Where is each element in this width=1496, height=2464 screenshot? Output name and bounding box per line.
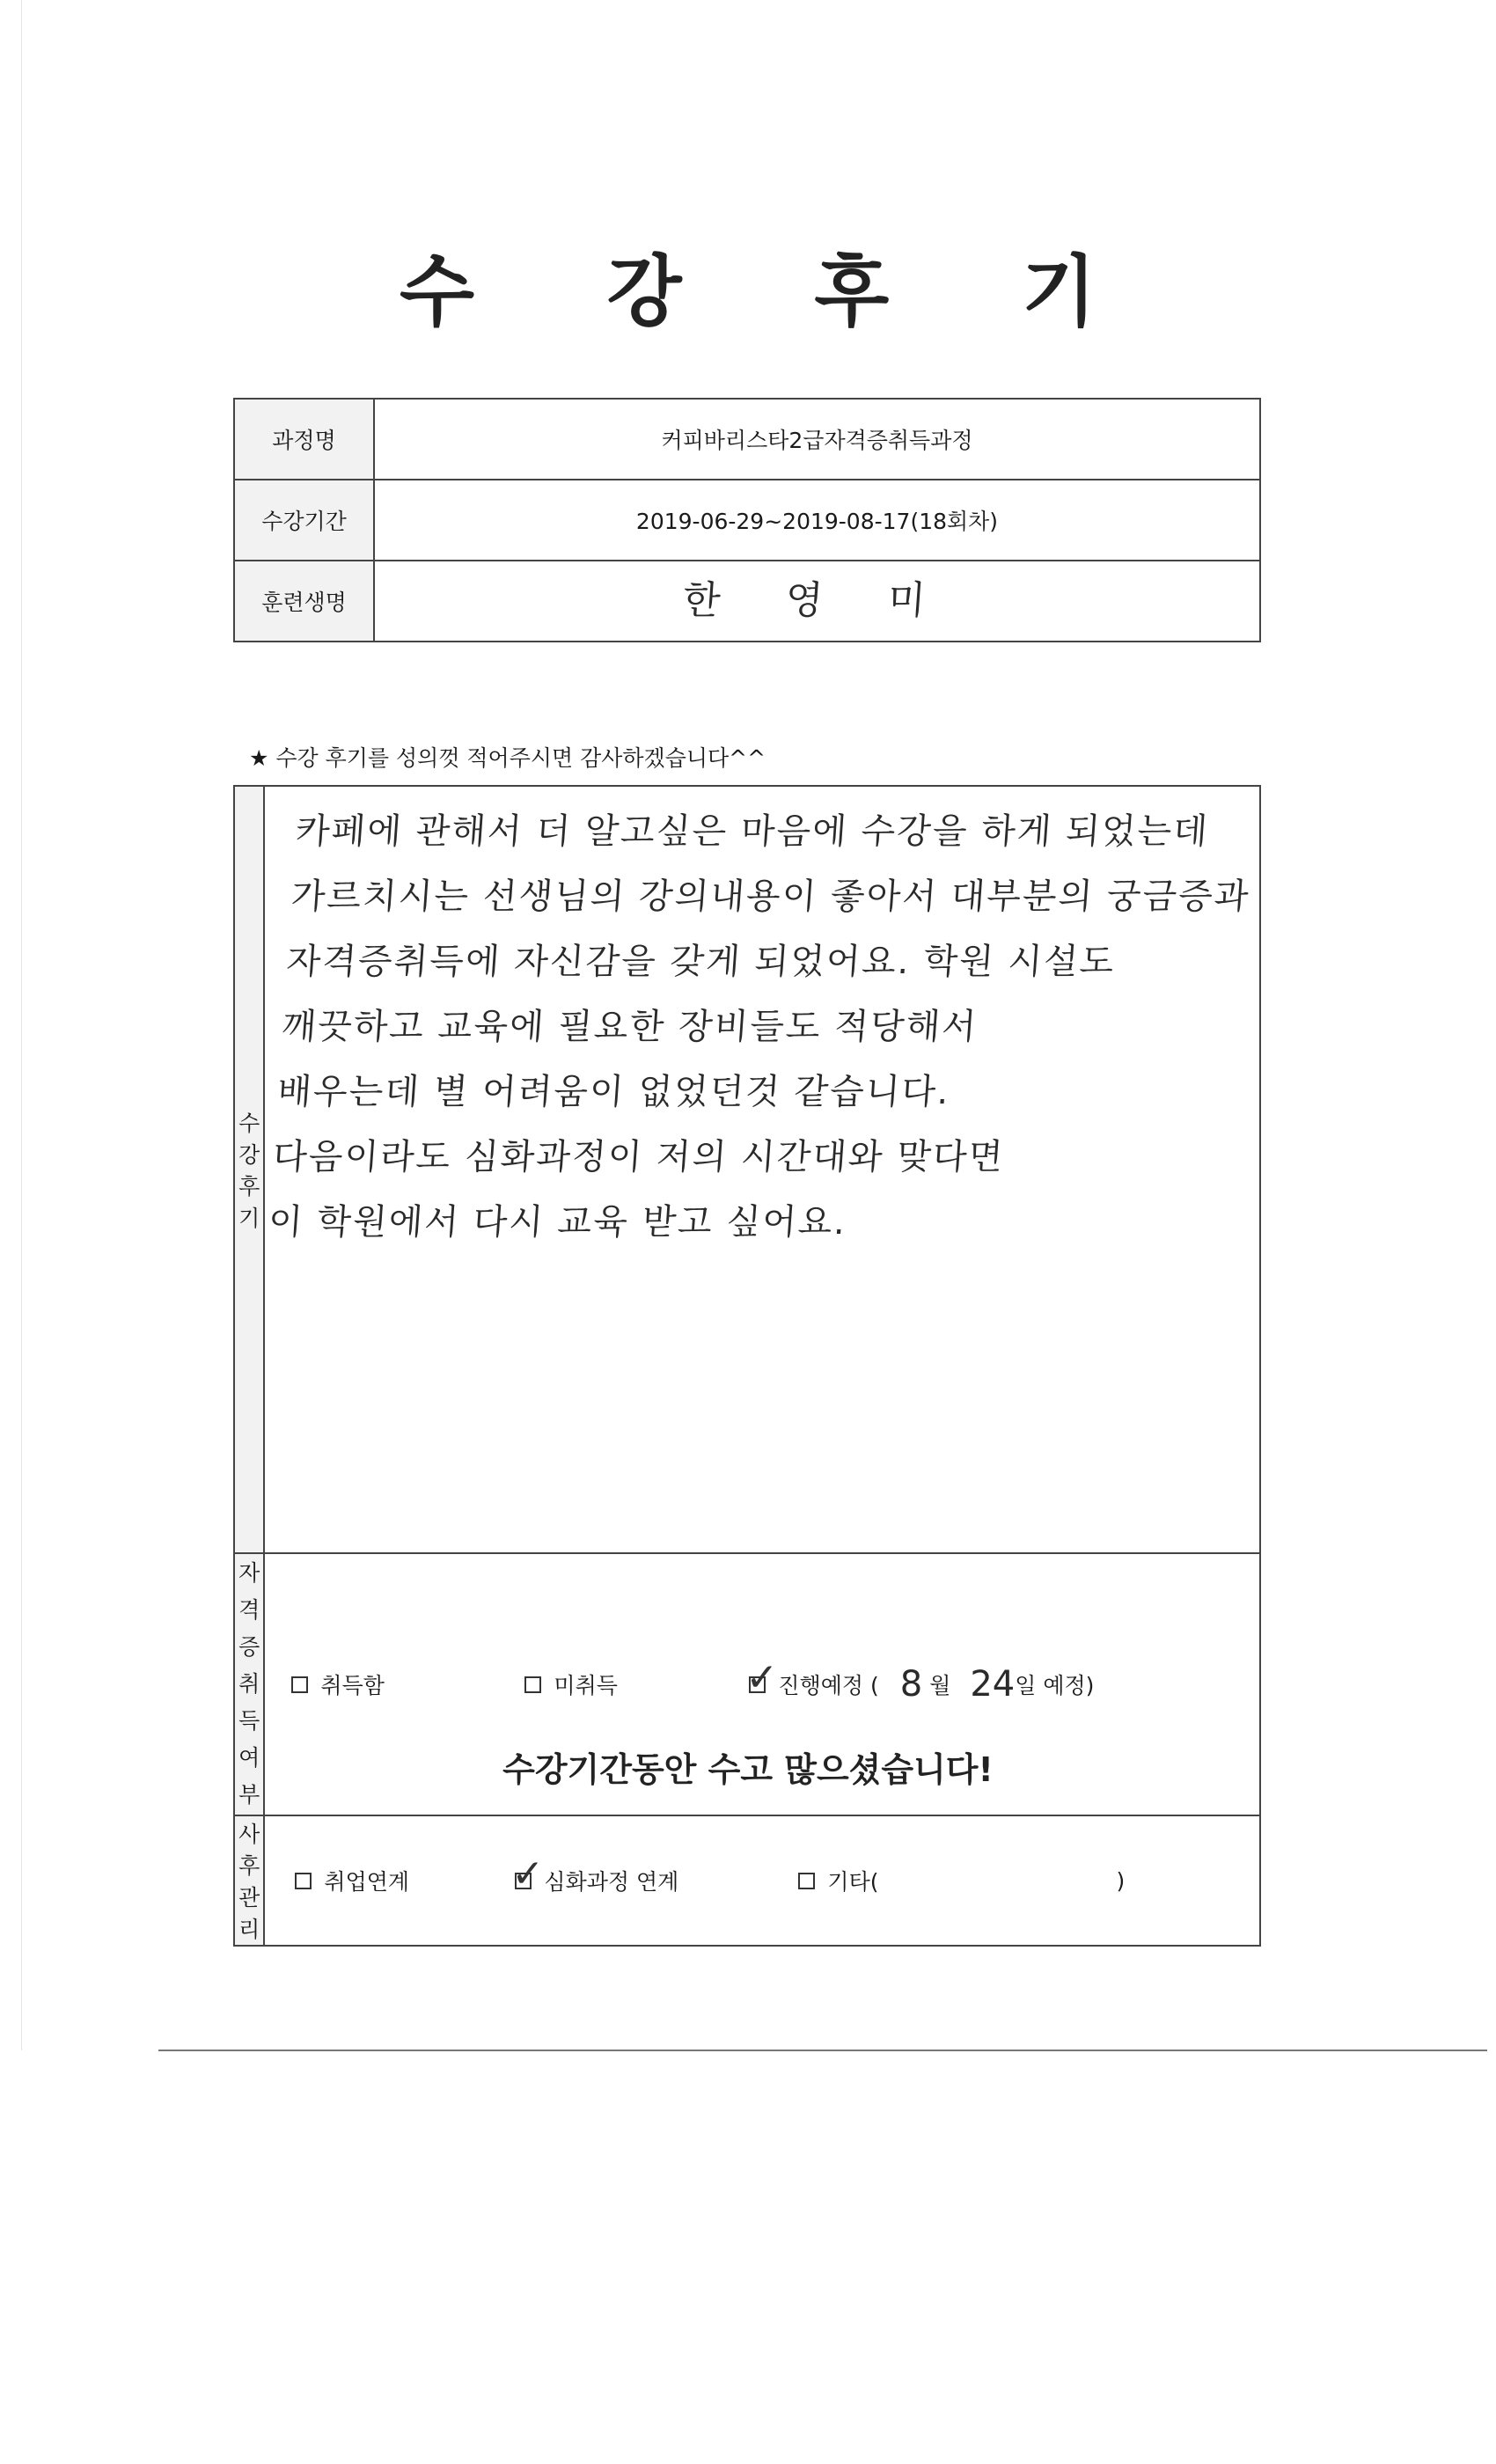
checkmark-icon: ✓ <box>745 1654 779 1700</box>
certification-label-line1: 자격증 <box>238 1560 260 1660</box>
period-row <box>234 480 1260 561</box>
scheduled-month-unit: 월 <box>929 1673 951 1698</box>
course-row <box>234 399 1260 480</box>
option-other-close: ) <box>1116 1867 1126 1894</box>
review-line: 자격증취득에 자신감을 갖게 되었어요. 학원 시설도 <box>285 942 1118 982</box>
scheduled-day-value: 24 <box>970 1664 1016 1705</box>
option-advanced-label: 심화과정 연계 <box>544 1869 679 1895</box>
review-line: 카페에 관해서 더 알고싶은 마음에 수강을 하게 되었는데 <box>294 811 1211 852</box>
review-body <box>264 786 1260 1553</box>
review-label: 수강후기 <box>234 786 264 1553</box>
trainee-signature: 한 영 미 <box>681 578 954 623</box>
review-row <box>234 786 1260 1553</box>
option-not-acquired[interactable] <box>524 1668 749 1700</box>
option-employment-label: 취업연계 <box>324 1869 410 1895</box>
review-line: 배우는데 별 어려움이 없었던것 같습니다. <box>276 1072 952 1112</box>
checkmark-icon: ✓ <box>511 1851 545 1896</box>
option-not-acquired-label: 미취득 <box>554 1673 618 1698</box>
certification-option-row <box>282 1654 1242 1705</box>
scheduled-day-unit: 일 예정) <box>1015 1673 1095 1698</box>
period-value: 2019-06-29~2019-08-17(18회차) <box>374 480 1260 561</box>
aftercare-row <box>234 1815 1260 1946</box>
review-handwriting <box>267 787 1258 1255</box>
option-scheduled[interactable] <box>745 1654 1095 1705</box>
course-info-table <box>233 398 1261 642</box>
option-acquired-label: 취득함 <box>320 1673 385 1698</box>
checkbox-scheduled[interactable] <box>745 1654 779 1700</box>
review-line: 가르치시는 선생님의 강의내용이 좋아서 대부분의 궁금증과 <box>290 876 1252 917</box>
course-value: 커피바리스타2급자격증취득과정 <box>374 399 1260 480</box>
review-line: 이 학원에서 다시 교육 받고 싶어요. <box>267 1202 849 1243</box>
period-label: 수강기간 <box>234 480 374 561</box>
checkbox-advanced[interactable] <box>511 1851 545 1896</box>
aftercare-label: 사후관리 <box>234 1815 264 1946</box>
trainee-label: 훈련생명 <box>234 561 374 642</box>
review-line: 다음이라도 심화과정이 저의 시간대와 맞다면 <box>271 1137 1007 1177</box>
checkbox-acquired[interactable] <box>291 1676 308 1693</box>
footer-message: 수강기간동안 수고 많으셨습니다! <box>502 1750 994 1789</box>
aftercare-option-row <box>282 1851 1242 1896</box>
option-acquired[interactable] <box>291 1668 524 1700</box>
notice-text: ★ 수강 후기를 성의껏 적어주시면 감사하겠습니다^^ <box>249 745 766 771</box>
option-other[interactable] <box>798 1865 1125 1896</box>
trainee-signature-cell <box>374 561 1260 642</box>
scheduled-month-value: 8 <box>899 1664 923 1705</box>
option-employment[interactable] <box>295 1865 515 1896</box>
checkbox-not-acquired[interactable] <box>524 1676 541 1693</box>
course-label: 과정명 <box>234 399 374 480</box>
trainee-row <box>234 561 1260 642</box>
checkbox-other[interactable] <box>798 1873 815 1889</box>
page-title: 수 강 후 기 <box>400 246 1149 337</box>
option-advanced[interactable] <box>511 1851 798 1896</box>
certification-label-line2: 취득여부 <box>238 1671 260 1808</box>
aftercare-options <box>264 1815 1260 1946</box>
bottom-rule <box>158 2050 1487 2051</box>
review-line: 깨끗하고 교육에 필요한 장비들도 적당해서 <box>281 1007 979 1047</box>
checkbox-employment[interactable] <box>295 1873 312 1889</box>
option-scheduled-label: 진행예정 ( <box>778 1673 879 1698</box>
option-other-label: 기타( <box>827 1869 879 1895</box>
